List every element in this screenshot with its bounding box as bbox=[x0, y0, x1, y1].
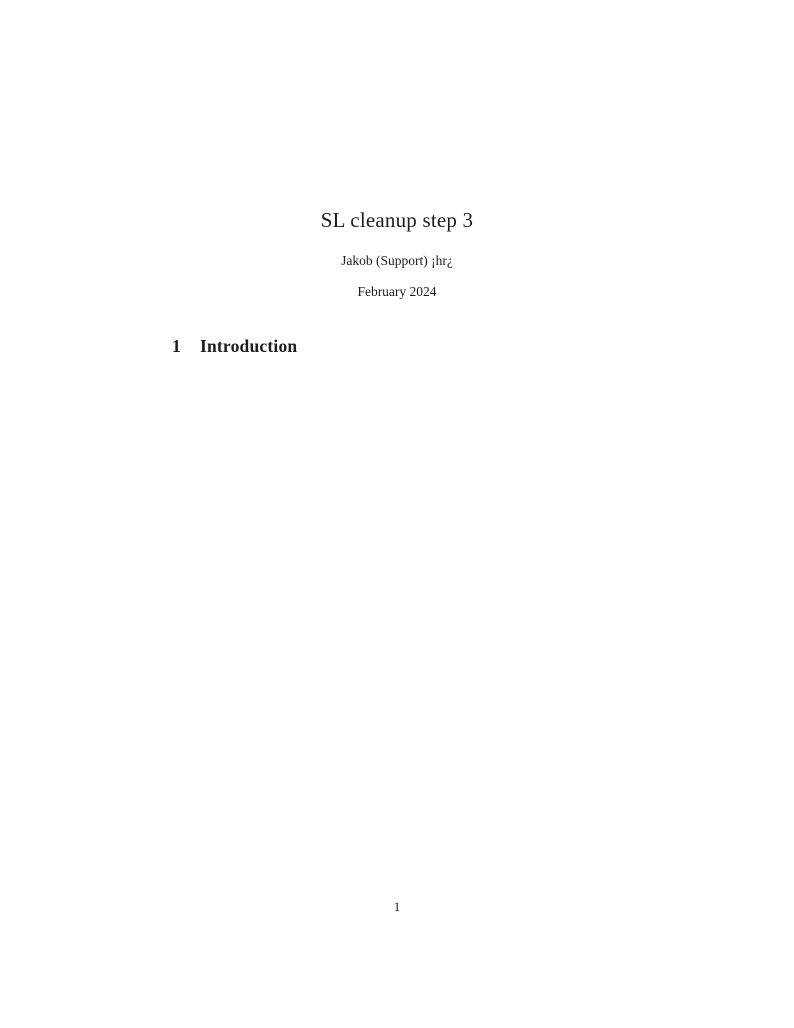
document-title: SL cleanup step 3 bbox=[320, 208, 474, 232]
section-number: 1 bbox=[172, 336, 181, 356]
section-heading bbox=[172, 336, 297, 357]
document-author: Jakob (Support) ¡hr¿ bbox=[341, 253, 453, 268]
document-date: February 2024 bbox=[357, 284, 437, 299]
section-title: Introduction bbox=[199, 336, 298, 356]
page-number: 1 bbox=[393, 899, 401, 914]
